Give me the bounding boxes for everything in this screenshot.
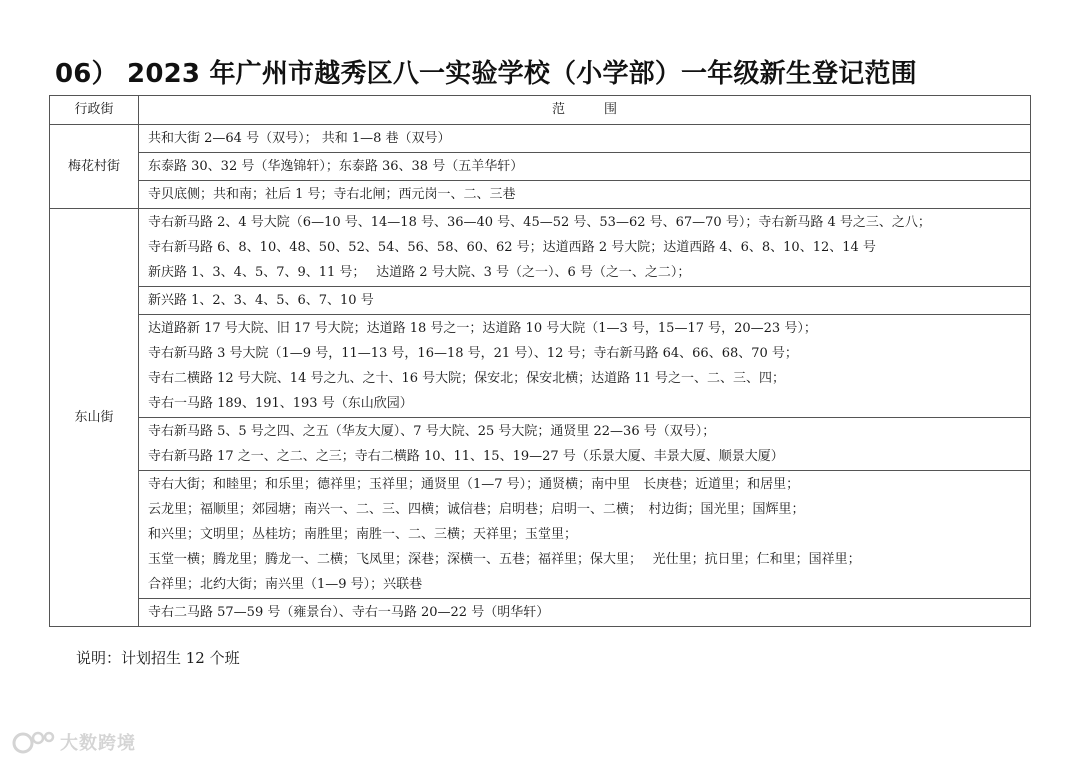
street-cell: 梅花村街 [50, 125, 139, 209]
range-line: 和兴里；文明里；丛桂坊；南胜里；南胜一、二、三横；天祥里；玉堂里； [148, 527, 578, 542]
range-line: 共和大街 2—64 号（双号）； 共和 1—8 巷（双号） [148, 131, 451, 146]
range-line: 寺右一马路 189、191、193 号（东山欣园） [148, 396, 413, 411]
page-title: 06） 2023 年广州市越秀区八一实验学校（小学部）一年级新生登记范围 [55, 59, 917, 89]
range-line: 玉堂一横；腾龙里；腾龙一、二横；飞凤里；深巷；深横一、五巷；福祥里；保大里； 光仕里；抗日里；仁和里；国祥里； [148, 552, 861, 567]
range-cell [139, 153, 1031, 181]
table-header-row [50, 96, 1031, 125]
watermark-text: 大数跨境 [60, 733, 136, 754]
range-line: 寺右新马路 5、5 号之四、之五（华友大厦）、7 号大院、25 号大院；通贤里 22—36 号（双号）； [148, 424, 716, 439]
table-row [50, 287, 1031, 315]
watermark-logo-icon [12, 729, 56, 755]
range-cell [139, 599, 1031, 627]
range-line: 寺右大街；和睦里；和乐里；德祥里；玉祥里；通贤里（1—7 号）；通贤横；南中里 长庚巷；近道里；和居里； [148, 477, 800, 492]
table-row [50, 315, 1031, 418]
footnote: 说明：计划招生 12 个班 [76, 649, 240, 667]
range-line: 寺右新马路 17 之一、之二、之三；寺右二横路 10、11、15、19—27 号（乐景大厦、丰景大厦、顺景大厦） [148, 449, 784, 464]
range-cell [139, 471, 1031, 599]
range-line: 东泰路 30、32 号（华逸锦轩）；东泰路 36、38 号（五羊华轩） [148, 159, 524, 174]
range-line: 寺右新马路 3 号大院（1—9 号，11—13 号，16—18 号，21 号）、12 号；寺右新马路 64、66、68、70 号； [148, 346, 798, 361]
range-line: 达道路新 17 号大院、旧 17 号大院；达道路 18 号之一；达道路 10 号大院（1—3 号，15—17 号，20—23 号）； [148, 321, 817, 336]
range-line: 新庆路 1、3、4、5、7、9、11 号； 达道路 2 号大院、3 号（之一）、6 号（之一、之二）； [148, 265, 691, 280]
range-line: 寺右二马路 57—59 号（雍景台）、寺右一马路 20—22 号（明华轩） [148, 605, 550, 620]
range-line: 寺右新马路 6、8、10、48、50、52、54、56、58、60、62 号；达道西路 2 号大院；达道西路 4、6、8、10、12、14 号 [148, 240, 876, 255]
table-row [50, 181, 1031, 209]
range-cell [139, 181, 1031, 209]
range-cell [139, 287, 1031, 315]
table-row [50, 418, 1031, 471]
watermark [12, 729, 136, 755]
range-line: 寺右二横路 12 号大院、14 号之九、之十、16 号大院；保安北；保安北横；达道路 11 号之一、二、三、四； [148, 371, 785, 386]
table-row [50, 153, 1031, 181]
range-cell [139, 418, 1031, 471]
header-street: 行政街 [50, 96, 139, 125]
table-row [50, 471, 1031, 599]
street-cell: 东山街 [50, 209, 139, 627]
range-line: 寺右新马路 2、4 号大院（6—10 号、14—18 号、36—40 号、45—52 号、53—62 号、67—70 号）；寺右新马路 4 号之三、之八； [148, 215, 931, 230]
range-line: 寺贝底侧；共和南；社后 1 号；寺右北闸；西元岗一、二、三巷 [148, 187, 516, 202]
table-row [50, 209, 1031, 287]
header-range: 范 围 [139, 96, 1031, 125]
range-cell [139, 209, 1031, 287]
range-line: 新兴路 1、2、3、4、5、6、7、10 号 [148, 293, 374, 308]
range-cell [139, 125, 1031, 153]
table-row [50, 599, 1031, 627]
range-line: 合祥里；北约大街；南兴里（1—9 号）；兴联巷 [148, 577, 423, 592]
enrollment-range-table [49, 95, 1031, 627]
table-row [50, 125, 1031, 153]
range-cell [139, 315, 1031, 418]
table-body [50, 125, 1031, 627]
range-line: 云龙里；福顺里；郊园塘；南兴一、二、三、四横；诚信巷；启明巷；启明一、二横； 村边街；国光里；国辉里； [148, 502, 805, 517]
